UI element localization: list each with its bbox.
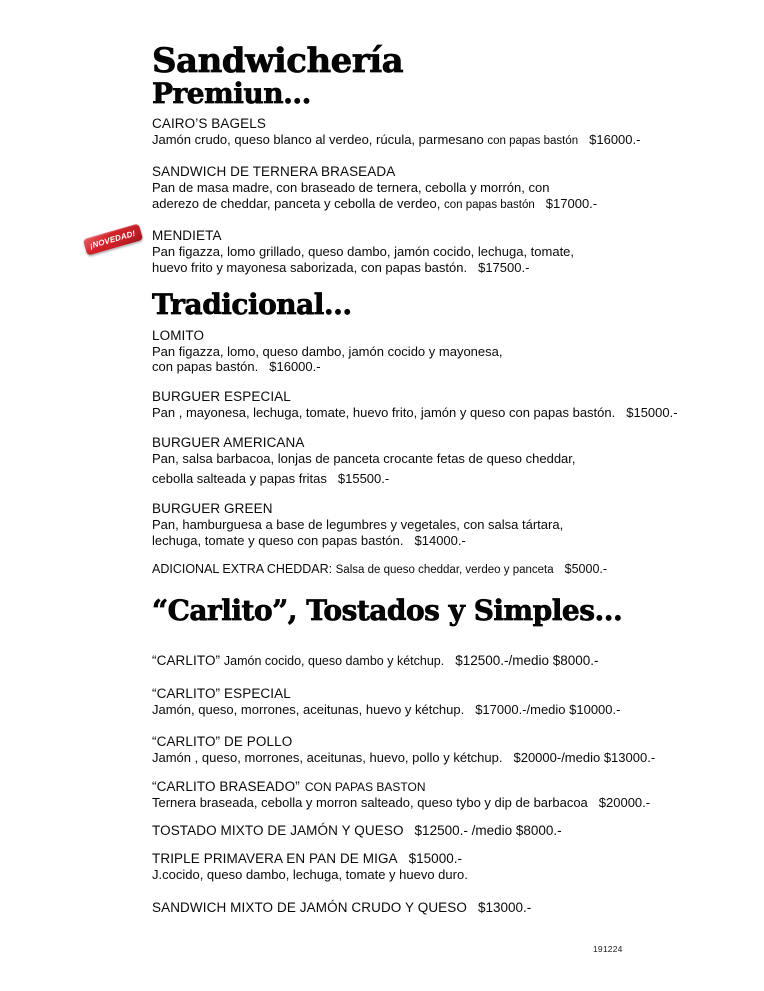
item-description: Jamón, queso, morrones, aceitunas, huevo y kétchup. $17000.-/medio $10000.-	[152, 701, 621, 717]
item-description: Jamón crudo, queso blanco al verdeo, rúcula, parmesano con papas bastón $16000.-	[152, 131, 641, 147]
item-name: “CARLITO BRASEADO”	[152, 778, 300, 794]
item-price: $13000.-	[477, 899, 532, 915]
item-description: Pan figazza, lomo grillado, queso dambo, jamón cocido, lechuga, tomate,	[152, 244, 575, 260]
item-description: lechuga, tomate y queso con papas bastón. $14000.-	[152, 532, 466, 548]
menu-item-carlito-especial	[152, 686, 727, 718]
menu-item-burguer-green	[152, 501, 727, 548]
item-price: $17000.-	[545, 195, 598, 211]
item-name: TRIPLE PRIMAVERA EN PAN DE MIGA	[152, 851, 398, 867]
item-name-suffix: CON PAPAS BASTON	[304, 779, 426, 794]
menu-item-tostado-mixto	[152, 823, 727, 839]
item-description: Pan figazza, lomo, queso dambo, jamón cocido y mayonesa,	[152, 343, 503, 359]
item-price: $12500.- /medio $8000.-	[414, 823, 562, 839]
item-description: Jamón , queso, morrones, aceitunas, huevo, pollo y kétchup. $20000-/medio $13000.-	[152, 750, 656, 766]
item-price: $15000.-	[626, 404, 678, 420]
item-name: CAIRO’S BAGELS	[152, 115, 266, 131]
item-price: $16000.-	[589, 131, 641, 147]
menu-item-triple-primavera	[152, 851, 727, 883]
item-price: $20000.-	[598, 794, 651, 810]
menu-content	[152, 41, 727, 931]
item-price: $15500.-	[337, 470, 390, 486]
menu-item-ternera-braseada	[152, 164, 727, 213]
novedad-badge-label: ¡NOVEDAD!	[88, 228, 137, 251]
item-price: $12500.-/medio $8000.-	[455, 652, 599, 668]
menu-item-carlito-braseado	[152, 779, 727, 811]
item-name: SANDWICH MIXTO DE JAMÓN CRUDO Y QUESO	[152, 899, 467, 915]
item-price: $16000.-	[269, 359, 321, 375]
item-description: Jamón cocido, queso dambo y kétchup.	[223, 653, 445, 668]
menu-item-carlito	[152, 653, 727, 669]
item-name: “CARLITO” DE POLLO	[152, 734, 293, 750]
item-name: “CARLITO” ESPECIAL	[152, 685, 291, 701]
item-name: TOSTADO MIXTO DE JAMÓN Y QUESO	[152, 823, 404, 839]
item-description: Ternera braseada, cebolla y morron salteado, queso tybo y dip de barbacoa $20000.-	[152, 794, 651, 810]
page-title-line2: Premiun...	[152, 76, 311, 110]
item-name: SANDWICH DE TERNERA BRASEADA	[152, 164, 396, 180]
page-title-line1: Sandwichería	[152, 41, 404, 81]
item-description: Pan de masa madre, con braseado de ternera, cebolla y morrón, con	[152, 180, 550, 196]
item-name: BURGUER ESPECIAL	[152, 388, 291, 404]
item-description: Pan, hamburguesa a base de legumbres y vegetales, con salsa tártara,	[152, 517, 564, 533]
item-description: cebolla salteada y papas fritas $15500.-	[152, 470, 390, 486]
menu-item-mendieta	[152, 228, 727, 275]
footer-code: 191224	[593, 944, 623, 954]
note-price: $5000.-	[564, 562, 608, 577]
item-description: aderezo de cheddar, panceta y cebolla de verdeo, con papas bastón $17000.-	[152, 195, 598, 211]
item-description: con papas bastón. $16000.-	[152, 359, 321, 375]
menu-item-lomito	[152, 328, 727, 375]
item-price: $20000-/medio $13000.-	[513, 750, 656, 766]
item-description: huevo frito y mayonesa saborizada, con papas bastón. $17500.-	[152, 259, 530, 275]
item-name: BURGUER GREEN	[152, 501, 273, 517]
menu-item-burguer-especial	[152, 389, 727, 421]
note-label: ADICIONAL EXTRA CHEDDAR:	[152, 562, 333, 577]
menu-item-carlito-de-pollo	[152, 734, 727, 766]
item-price: $17000.-/medio $10000.-	[475, 701, 621, 717]
item-name: BURGUER AMERICANA	[152, 435, 305, 451]
menu-item-sandwich-mixto	[152, 900, 727, 916]
item-name: “CARLITO”	[152, 652, 221, 668]
item-name: MENDIETA	[152, 228, 222, 244]
menu-item-cairos-bagels	[152, 116, 727, 150]
novedad-badge	[83, 223, 144, 255]
note-text: Salsa de queso cheddar, verdeo y panceta	[335, 564, 554, 577]
section-heading-tradicional: Tradicional...	[152, 288, 352, 322]
item-description: J.cocido, queso dambo, lechuga, tomate y huevo duro.	[152, 867, 468, 883]
menu-item-burguer-americana	[152, 435, 727, 486]
item-price: $15000.-	[408, 851, 462, 867]
item-price: $17500.-	[478, 259, 530, 275]
item-description: Pan, salsa barbacoa, lonjas de panceta crocante fetas de queso cheddar,	[152, 451, 576, 467]
note-adicional-cheddar	[152, 562, 727, 578]
section-heading-carlito: “Carlito”, Tostados y Simples...	[152, 594, 623, 628]
item-price: $14000.-	[414, 532, 466, 548]
item-description: Pan , mayonesa, lechuga, tomate, huevo frito, jamón y queso con papas bastón. $15000.-	[152, 404, 678, 420]
item-name: LOMITO	[152, 327, 205, 343]
